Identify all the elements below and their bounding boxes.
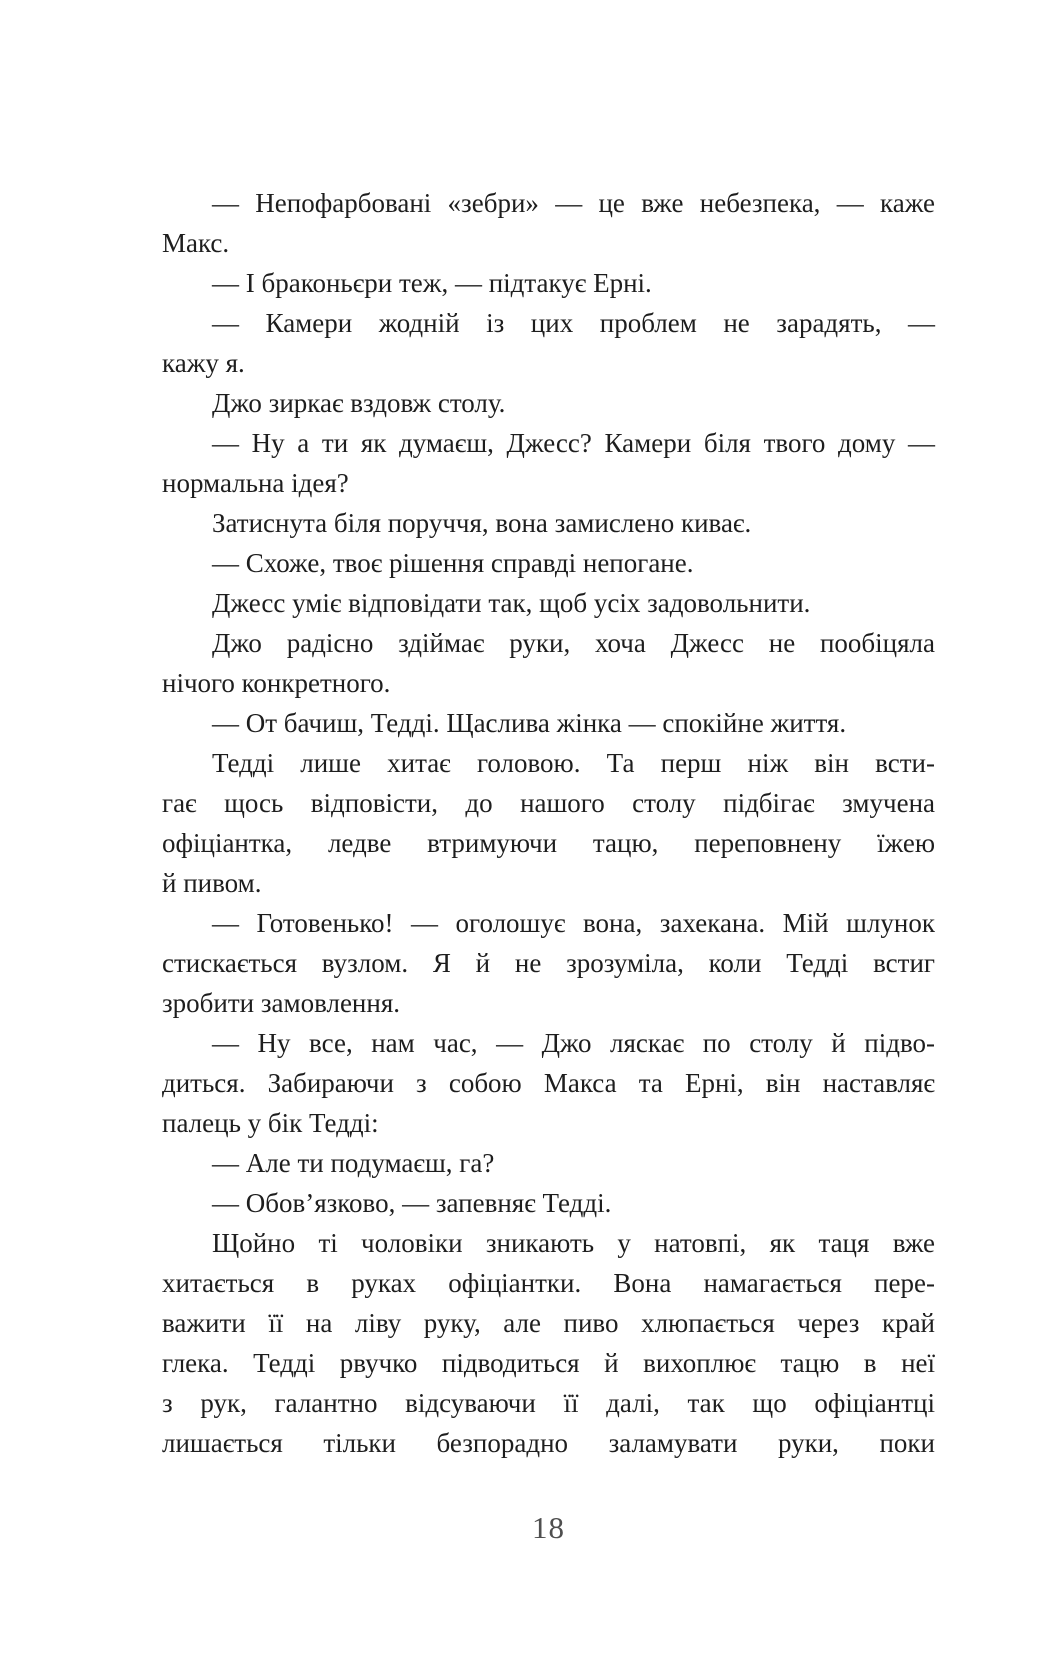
text-line: Джо радісно здіймає руки, хоча Джесс не пообіцяла (212, 628, 935, 658)
text-line: — Ну а ти як думаєш, Джесс? Камери біля твого дому — (212, 428, 935, 458)
text-line: офіціантка, ледве втримуючи тацю, переповнену їжею (162, 828, 935, 858)
text-line: зробити замовлення. (162, 988, 401, 1018)
text-line: важити її на ліву руку, але пиво хлюпається через край (162, 1308, 935, 1338)
text-line: Макс. (162, 228, 230, 258)
text-line: Тедді лише хитає головою. Та перш ніж він всти- (212, 748, 935, 778)
body-text (162, 183, 935, 1463)
text-line: палець у бік Тедді: (162, 1108, 379, 1138)
text-line: з рук, галантно відсуваючи її далі, так що офіціантці (162, 1388, 935, 1418)
text-line: — Але ти подумаєш, га? (212, 1148, 495, 1178)
text-line: лишається тільки безпорадно заламувати руки, поки (162, 1428, 935, 1458)
text-line: нічого конкретного. (162, 668, 391, 698)
text-line: Затиснута біля поруччя, вона замислено киває. (212, 508, 752, 538)
text-line: — Камери жодній із цих проблем не зарадять, — (212, 308, 935, 338)
text-line: — Непофарбовані «зебри» — це вже небезпека, — каже (212, 188, 935, 218)
text-line: — Схоже, твоє рішення справді непогане. (212, 548, 694, 578)
text-line: Джо зиркає вздовж столу. (212, 388, 506, 418)
text-line: — Обов’язково, — запевняє Тедді. (212, 1188, 612, 1218)
text-line: диться. Забираючи з собою Макса та Ерні, він наставляє (162, 1068, 935, 1098)
text-line: гає щось відповісти, до нашого столу підбігає змучена (162, 788, 935, 818)
text-line: Джесс уміє відповідати так, щоб усіх задовольнити. (212, 588, 811, 618)
text-line: глека. Тедді рвучко підводиться й вихоплює тацю в неї (162, 1348, 935, 1378)
text-line: — От бачиш, Тедді. Щаслива жінка — спокійне життя. (212, 708, 847, 738)
text-line: нормальна ідея? (162, 468, 349, 498)
text-line: стискається вузлом. Я й не зрозуміла, коли Тедді встиг (162, 948, 935, 978)
text-line: й пивом. (162, 868, 262, 898)
text-line: кажу я. (162, 348, 245, 378)
text-line: — І браконьєри теж, — підтакує Ерні. (212, 268, 652, 298)
text-line: Щойно ті чоловіки зникають у натовпі, як таця вже (212, 1228, 935, 1258)
text-line: хитається в руках офіціантки. Вона намагається пере- (162, 1268, 935, 1298)
text-line: — Ну все, нам час, — Джо ляскає по столу й підво- (212, 1028, 935, 1058)
page-number: 18 (532, 1510, 565, 1545)
text-line: — Готовенько! — оголошує вона, захекана. Мій шлунок (212, 908, 935, 938)
